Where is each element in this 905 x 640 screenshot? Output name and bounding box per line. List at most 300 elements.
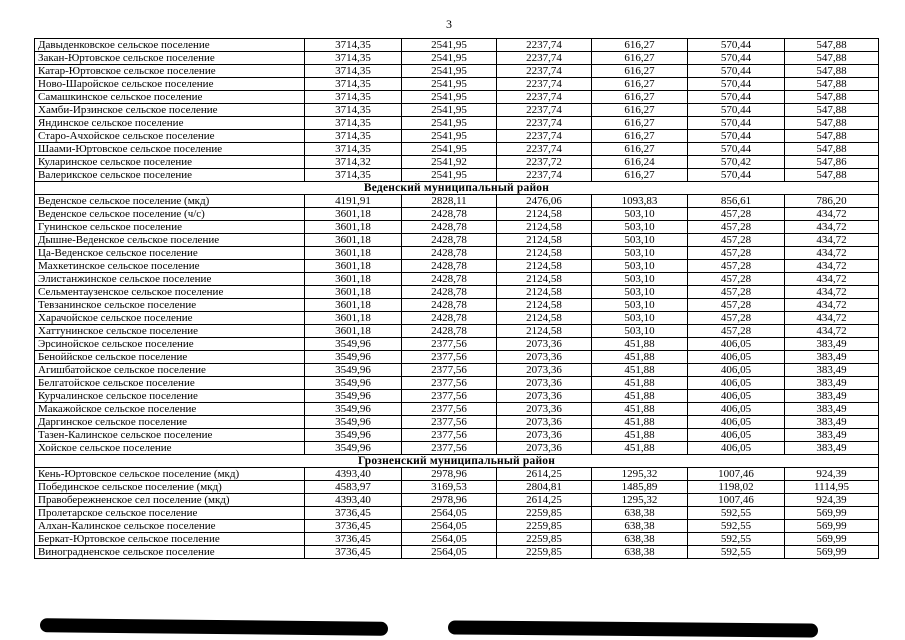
value-cell: 451,88: [592, 364, 688, 377]
value-cell: 570,44: [688, 52, 785, 65]
value-cell: 547,88: [785, 65, 879, 78]
value-cell: 3736,45: [305, 520, 402, 533]
table-row: [35, 390, 879, 403]
value-cell: 616,27: [592, 117, 688, 130]
value-cell: 616,27: [592, 52, 688, 65]
value-cell: 1295,32: [592, 468, 688, 481]
table-row: [35, 364, 879, 377]
table-row: [35, 104, 879, 117]
value-cell: 2428,78: [402, 273, 497, 286]
value-cell: 2978,96: [402, 468, 497, 481]
value-cell: 434,72: [785, 312, 879, 325]
value-cell: 2124,58: [497, 273, 592, 286]
value-cell: 503,10: [592, 299, 688, 312]
value-cell: 457,28: [688, 221, 785, 234]
settlement-name-cell: Тазен-Калинское сельское поселение: [35, 429, 305, 442]
value-cell: 2237,74: [497, 169, 592, 182]
value-cell: 2237,72: [497, 156, 592, 169]
value-cell: 570,44: [688, 91, 785, 104]
value-cell: 3169,53: [402, 481, 497, 494]
value-cell: 2541,95: [402, 143, 497, 156]
value-cell: 570,44: [688, 65, 785, 78]
value-cell: 569,99: [785, 533, 879, 546]
value-cell: 2428,78: [402, 312, 497, 325]
value-cell: 2124,58: [497, 221, 592, 234]
value-cell: 1114,95: [785, 481, 879, 494]
value-cell: 2259,85: [497, 533, 592, 546]
value-cell: 2237,74: [497, 78, 592, 91]
value-cell: 2237,74: [497, 143, 592, 156]
table-row: [35, 468, 879, 481]
value-cell: 503,10: [592, 221, 688, 234]
value-cell: 3736,45: [305, 546, 402, 559]
value-cell: 2541,92: [402, 156, 497, 169]
value-cell: 2804,81: [497, 481, 592, 494]
value-cell: 451,88: [592, 377, 688, 390]
value-cell: 3714,35: [305, 130, 402, 143]
value-cell: 503,10: [592, 208, 688, 221]
value-cell: 547,88: [785, 130, 879, 143]
settlement-name-cell: Белгатойское сельское поселение: [35, 377, 305, 390]
value-cell: 2377,56: [402, 364, 497, 377]
table-row: [35, 416, 879, 429]
value-cell: 592,55: [688, 520, 785, 533]
value-cell: 638,38: [592, 546, 688, 559]
value-cell: 1007,46: [688, 468, 785, 481]
value-cell: 570,44: [688, 104, 785, 117]
value-cell: 3549,96: [305, 351, 402, 364]
value-cell: 2073,36: [497, 377, 592, 390]
value-cell: 2828,11: [402, 195, 497, 208]
settlement-name-cell: Кень-Юртовское сельское поселение (мкд): [35, 468, 305, 481]
value-cell: 924,39: [785, 468, 879, 481]
value-cell: 2428,78: [402, 208, 497, 221]
value-cell: 2564,05: [402, 533, 497, 546]
value-cell: 2073,36: [497, 429, 592, 442]
value-cell: 2377,56: [402, 338, 497, 351]
table-row: [35, 494, 879, 507]
value-cell: 457,28: [688, 286, 785, 299]
value-cell: 457,28: [688, 234, 785, 247]
value-cell: 3601,18: [305, 312, 402, 325]
value-cell: 406,05: [688, 442, 785, 455]
table-row: [35, 442, 879, 455]
settlement-name-cell: Веденское сельское поселение (мкд): [35, 195, 305, 208]
value-cell: 570,44: [688, 117, 785, 130]
value-cell: 570,44: [688, 130, 785, 143]
value-cell: 2124,58: [497, 247, 592, 260]
settlement-name-cell: Валерикское сельское поселение: [35, 169, 305, 182]
settlement-name-cell: Побединское сельское поселение (мкд): [35, 481, 305, 494]
settlement-name-cell: Махкетинское сельское поселение: [35, 260, 305, 273]
value-cell: 383,49: [785, 442, 879, 455]
settlement-name-cell: Ца-Веденское сельское поселение: [35, 247, 305, 260]
table-row: [35, 156, 879, 169]
value-cell: 383,49: [785, 390, 879, 403]
value-cell: 547,88: [785, 143, 879, 156]
value-cell: 2073,36: [497, 416, 592, 429]
table-row: [35, 377, 879, 390]
value-cell: 2541,95: [402, 65, 497, 78]
settlement-name-cell: Хойское сельское поселение: [35, 442, 305, 455]
value-cell: 616,27: [592, 104, 688, 117]
value-cell: 569,99: [785, 546, 879, 559]
value-cell: 383,49: [785, 403, 879, 416]
value-cell: 2541,95: [402, 117, 497, 130]
settlement-name-cell: Катар-Юртовское сельское поселение: [35, 65, 305, 78]
value-cell: 2978,96: [402, 494, 497, 507]
value-cell: 2073,36: [497, 442, 592, 455]
settlement-name-cell: Алхан-Калинское сельское поселение: [35, 520, 305, 533]
value-cell: 434,72: [785, 299, 879, 312]
table-row: [35, 234, 879, 247]
value-cell: 592,55: [688, 533, 785, 546]
settlement-name-cell: Куларинское сельское поселение: [35, 156, 305, 169]
table-row: [35, 520, 879, 533]
value-cell: 2377,56: [402, 351, 497, 364]
value-cell: 924,39: [785, 494, 879, 507]
value-cell: 616,27: [592, 39, 688, 52]
value-cell: 383,49: [785, 364, 879, 377]
tariff-table: [34, 38, 879, 559]
table-row: [35, 286, 879, 299]
table-row: [35, 260, 879, 273]
value-cell: 3714,35: [305, 117, 402, 130]
value-cell: 2237,74: [497, 39, 592, 52]
value-cell: 4393,40: [305, 494, 402, 507]
value-cell: 3549,96: [305, 390, 402, 403]
value-cell: 547,88: [785, 104, 879, 117]
value-cell: 3601,18: [305, 208, 402, 221]
value-cell: 2428,78: [402, 234, 497, 247]
value-cell: 2124,58: [497, 208, 592, 221]
value-cell: 3549,96: [305, 403, 402, 416]
value-cell: 503,10: [592, 312, 688, 325]
value-cell: 1485,89: [592, 481, 688, 494]
value-cell: 1007,46: [688, 494, 785, 507]
value-cell: 3549,96: [305, 377, 402, 390]
redaction-bar: [40, 618, 388, 636]
table-row: [35, 429, 879, 442]
settlement-name-cell: Эрсинойское сельское поселение: [35, 338, 305, 351]
value-cell: 2541,95: [402, 104, 497, 117]
value-cell: 2428,78: [402, 221, 497, 234]
value-cell: 616,24: [592, 156, 688, 169]
table-row: [35, 130, 879, 143]
section-header-row: [35, 455, 879, 468]
value-cell: 2237,74: [497, 65, 592, 78]
value-cell: 592,55: [688, 507, 785, 520]
value-cell: 3714,35: [305, 169, 402, 182]
value-cell: 457,28: [688, 325, 785, 338]
value-cell: 569,99: [785, 507, 879, 520]
value-cell: 2377,56: [402, 403, 497, 416]
table-row: [35, 78, 879, 91]
value-cell: 503,10: [592, 325, 688, 338]
value-cell: 3601,18: [305, 286, 402, 299]
value-cell: 3736,45: [305, 533, 402, 546]
value-cell: 2428,78: [402, 299, 497, 312]
settlement-name-cell: Гунинское сельское поселение: [35, 221, 305, 234]
value-cell: 406,05: [688, 351, 785, 364]
value-cell: 451,88: [592, 429, 688, 442]
value-cell: 1198,02: [688, 481, 785, 494]
value-cell: 616,27: [592, 143, 688, 156]
value-cell: 616,27: [592, 65, 688, 78]
value-cell: 3736,45: [305, 507, 402, 520]
value-cell: 570,42: [688, 156, 785, 169]
settlement-name-cell: Хаттунинское сельское поселение: [35, 325, 305, 338]
value-cell: 4583,97: [305, 481, 402, 494]
value-cell: 3549,96: [305, 364, 402, 377]
settlement-name-cell: Беркат-Юртовское сельское поселение: [35, 533, 305, 546]
settlement-name-cell: Старо-Ачхойское сельское поселение: [35, 130, 305, 143]
settlement-name-cell: Пролетарское сельское поселение: [35, 507, 305, 520]
value-cell: 2428,78: [402, 325, 497, 338]
value-cell: 570,44: [688, 169, 785, 182]
value-cell: 1295,32: [592, 494, 688, 507]
value-cell: 2428,78: [402, 247, 497, 260]
value-cell: 570,44: [688, 78, 785, 91]
table-row: [35, 169, 879, 182]
settlement-name-cell: Курчалинское сельское поселение: [35, 390, 305, 403]
value-cell: 2073,36: [497, 351, 592, 364]
value-cell: 592,55: [688, 546, 785, 559]
value-cell: 3714,35: [305, 65, 402, 78]
settlement-name-cell: Закан-Юртовское сельское поселение: [35, 52, 305, 65]
value-cell: 547,86: [785, 156, 879, 169]
value-cell: 406,05: [688, 416, 785, 429]
value-cell: 2541,95: [402, 91, 497, 104]
value-cell: 3714,35: [305, 39, 402, 52]
settlement-name-cell: Беноййское сельское поселение: [35, 351, 305, 364]
value-cell: 2073,36: [497, 390, 592, 403]
value-cell: 383,49: [785, 416, 879, 429]
table-row: [35, 52, 879, 65]
value-cell: 569,99: [785, 520, 879, 533]
value-cell: 2237,74: [497, 91, 592, 104]
table-row: [35, 195, 879, 208]
value-cell: 616,27: [592, 130, 688, 143]
value-cell: 2541,95: [402, 52, 497, 65]
value-cell: 3549,96: [305, 429, 402, 442]
value-cell: 457,28: [688, 208, 785, 221]
table-row: [35, 299, 879, 312]
value-cell: 2124,58: [497, 312, 592, 325]
value-cell: 503,10: [592, 247, 688, 260]
value-cell: 2541,95: [402, 130, 497, 143]
value-cell: 434,72: [785, 286, 879, 299]
value-cell: 2259,85: [497, 546, 592, 559]
value-cell: 451,88: [592, 416, 688, 429]
value-cell: 547,88: [785, 169, 879, 182]
settlement-name-cell: Давыденковское сельское поселение: [35, 39, 305, 52]
value-cell: 2377,56: [402, 442, 497, 455]
value-cell: 2237,74: [497, 130, 592, 143]
value-cell: 638,38: [592, 520, 688, 533]
value-cell: 3549,96: [305, 416, 402, 429]
settlement-name-cell: Элистанжинское сельское поселение: [35, 273, 305, 286]
value-cell: 451,88: [592, 390, 688, 403]
value-cell: 786,20: [785, 195, 879, 208]
section-title: Веденский муниципальный район: [35, 182, 879, 195]
value-cell: 434,72: [785, 221, 879, 234]
value-cell: 434,72: [785, 325, 879, 338]
value-cell: 406,05: [688, 429, 785, 442]
value-cell: 3714,35: [305, 91, 402, 104]
value-cell: 2377,56: [402, 377, 497, 390]
settlement-name-cell: Яндинское сельское поселение: [35, 117, 305, 130]
table-row: [35, 91, 879, 104]
value-cell: 451,88: [592, 351, 688, 364]
settlement-name-cell: Ново-Шаройское сельское поселение: [35, 78, 305, 91]
value-cell: 2124,58: [497, 286, 592, 299]
value-cell: 3601,18: [305, 299, 402, 312]
section-title: Грозненский муниципальный район: [35, 455, 879, 468]
value-cell: 457,28: [688, 247, 785, 260]
table-body: [35, 39, 879, 559]
table-row: [35, 117, 879, 130]
value-cell: 2564,05: [402, 546, 497, 559]
table-row: [35, 39, 879, 52]
table-row: [35, 208, 879, 221]
table-row: [35, 247, 879, 260]
value-cell: 638,38: [592, 507, 688, 520]
value-cell: 547,88: [785, 78, 879, 91]
value-cell: 383,49: [785, 351, 879, 364]
table-row: [35, 273, 879, 286]
value-cell: 383,49: [785, 338, 879, 351]
value-cell: 457,28: [688, 273, 785, 286]
value-cell: 2259,85: [497, 520, 592, 533]
table-row: [35, 338, 879, 351]
table-row: [35, 546, 879, 559]
value-cell: 547,88: [785, 117, 879, 130]
value-cell: 2237,74: [497, 104, 592, 117]
value-cell: 2428,78: [402, 286, 497, 299]
value-cell: 570,44: [688, 39, 785, 52]
value-cell: 2614,25: [497, 468, 592, 481]
value-cell: 856,61: [688, 195, 785, 208]
section-header-row: [35, 182, 879, 195]
value-cell: 503,10: [592, 260, 688, 273]
value-cell: 434,72: [785, 208, 879, 221]
value-cell: 3601,18: [305, 273, 402, 286]
value-cell: 434,72: [785, 234, 879, 247]
value-cell: 2564,05: [402, 520, 497, 533]
value-cell: 383,49: [785, 377, 879, 390]
value-cell: 2377,56: [402, 390, 497, 403]
table-row: [35, 351, 879, 364]
settlement-name-cell: Харачойское сельское поселение: [35, 312, 305, 325]
table-row: [35, 481, 879, 494]
value-cell: 547,88: [785, 52, 879, 65]
settlement-name-cell: Самашкинское сельское поселение: [35, 91, 305, 104]
value-cell: 2541,95: [402, 169, 497, 182]
value-cell: 457,28: [688, 312, 785, 325]
value-cell: 4393,40: [305, 468, 402, 481]
value-cell: 503,10: [592, 286, 688, 299]
settlement-name-cell: Даргинское сельское поселение: [35, 416, 305, 429]
value-cell: 3601,18: [305, 234, 402, 247]
settlement-name-cell: Правобережненское сел поселение (мкд): [35, 494, 305, 507]
value-cell: 3549,96: [305, 338, 402, 351]
value-cell: 434,72: [785, 273, 879, 286]
table-row: [35, 507, 879, 520]
value-cell: 406,05: [688, 377, 785, 390]
value-cell: 451,88: [592, 442, 688, 455]
value-cell: 3601,18: [305, 325, 402, 338]
value-cell: 434,72: [785, 260, 879, 273]
value-cell: 406,05: [688, 338, 785, 351]
value-cell: 406,05: [688, 390, 785, 403]
settlement-name-cell: Шаами-Юртовское сельское поселение: [35, 143, 305, 156]
value-cell: 2541,95: [402, 78, 497, 91]
value-cell: 616,27: [592, 91, 688, 104]
value-cell: 2377,56: [402, 416, 497, 429]
value-cell: 2564,05: [402, 507, 497, 520]
value-cell: 547,88: [785, 39, 879, 52]
value-cell: 503,10: [592, 273, 688, 286]
value-cell: 383,49: [785, 429, 879, 442]
value-cell: 3549,96: [305, 442, 402, 455]
value-cell: 2237,74: [497, 52, 592, 65]
settlement-name-cell: Сельментаузенское сельское поселение: [35, 286, 305, 299]
settlement-name-cell: Веденское сельское поселение (ч/с): [35, 208, 305, 221]
settlement-name-cell: Тевзанинское сельское поселение: [35, 299, 305, 312]
value-cell: 2073,36: [497, 403, 592, 416]
value-cell: 2428,78: [402, 260, 497, 273]
settlement-name-cell: Виноградненское сельское поселение: [35, 546, 305, 559]
value-cell: 616,27: [592, 78, 688, 91]
value-cell: 1093,83: [592, 195, 688, 208]
value-cell: 434,72: [785, 247, 879, 260]
table-row: [35, 325, 879, 338]
value-cell: 3601,18: [305, 260, 402, 273]
value-cell: 451,88: [592, 338, 688, 351]
value-cell: 2124,58: [497, 299, 592, 312]
table-row: [35, 533, 879, 546]
value-cell: 406,05: [688, 364, 785, 377]
value-cell: 4191,91: [305, 195, 402, 208]
table-row: [35, 403, 879, 416]
value-cell: 457,28: [688, 260, 785, 273]
value-cell: 616,27: [592, 169, 688, 182]
value-cell: 3714,35: [305, 78, 402, 91]
table-row: [35, 312, 879, 325]
value-cell: 457,28: [688, 299, 785, 312]
value-cell: 3714,35: [305, 143, 402, 156]
redaction-bar: [448, 620, 818, 637]
value-cell: 3601,18: [305, 247, 402, 260]
value-cell: 2237,74: [497, 117, 592, 130]
value-cell: 2476,06: [497, 195, 592, 208]
value-cell: 3714,32: [305, 156, 402, 169]
value-cell: 2073,36: [497, 338, 592, 351]
table-row: [35, 221, 879, 234]
page-number: 3: [446, 17, 452, 31]
value-cell: 2073,36: [497, 364, 592, 377]
value-cell: 2124,58: [497, 325, 592, 338]
value-cell: 2614,25: [497, 494, 592, 507]
value-cell: 638,38: [592, 533, 688, 546]
value-cell: 503,10: [592, 234, 688, 247]
settlement-name-cell: Макажойское сельское поселение: [35, 403, 305, 416]
value-cell: 570,44: [688, 143, 785, 156]
settlement-name-cell: Дышне-Веденское сельское поселение: [35, 234, 305, 247]
value-cell: 2541,95: [402, 39, 497, 52]
value-cell: 3714,35: [305, 52, 402, 65]
